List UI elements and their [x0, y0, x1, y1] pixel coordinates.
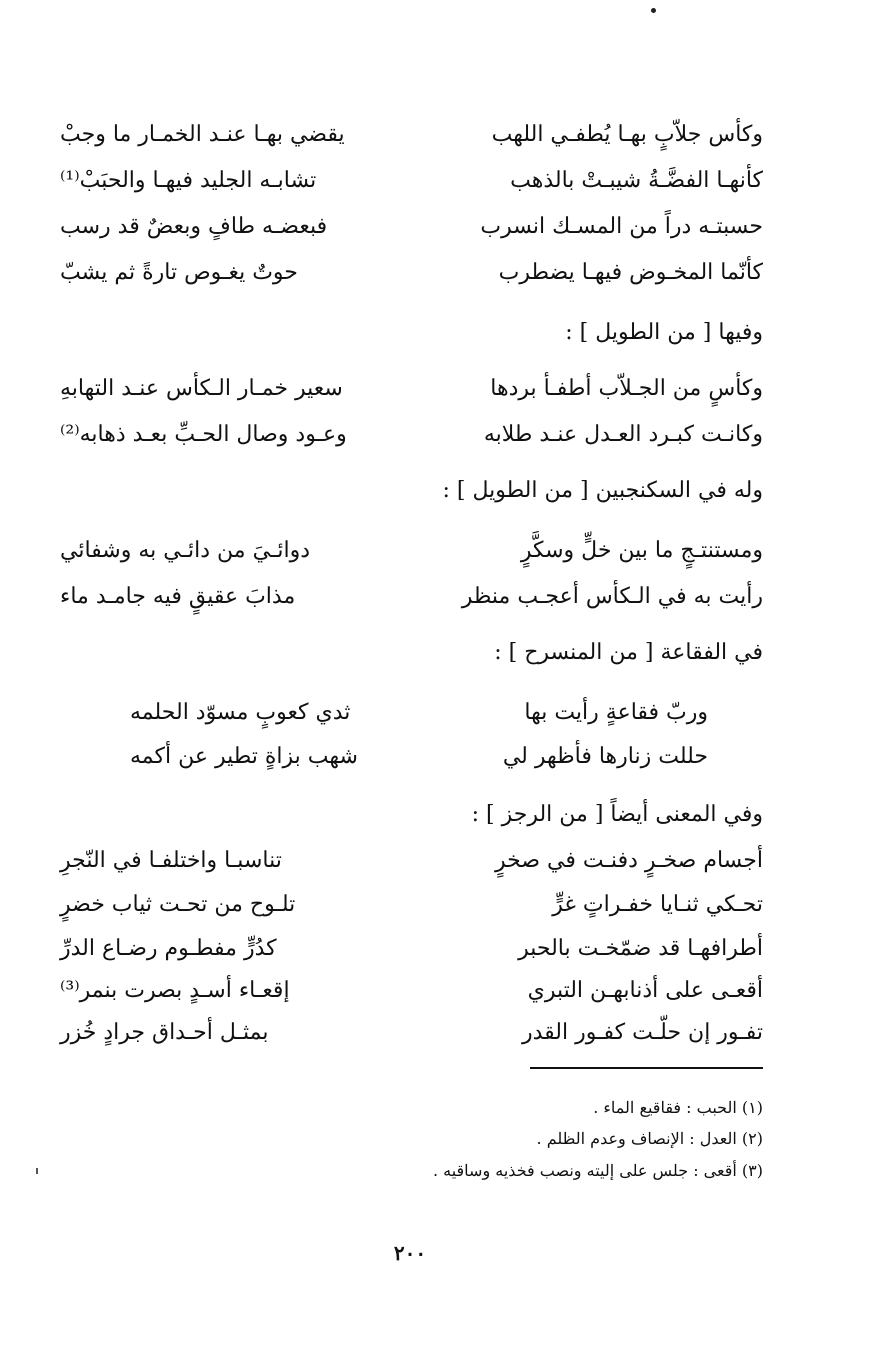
verse-first-hemistich: أجسام صخـرٍ دفنـت في صخرٍ [495, 848, 763, 873]
verse-line [60, 734, 763, 780]
verse-first-hemistich: وكأسٍ من الجـلاّب أطفـأ بردها [490, 376, 763, 401]
verse-line [60, 158, 763, 204]
verse-line [60, 1010, 763, 1056]
verse-second-hemistich: دوائـيَ من دائـي به وشفائي [60, 538, 311, 563]
verse-second-hemistich: تشابـه الجليد فيهـا والحبَبْ⁽¹⁾ [60, 168, 317, 193]
verse-first-hemistich: حللت زنارها فأظهر لي [502, 744, 708, 769]
verse-second-hemistich: سعير خمـار الـكأس عنـد التهابهِ [60, 376, 343, 401]
verse-second-hemistich: إقعـاء أسـدٍ بصرت بنمر⁽³⁾ [60, 978, 290, 1003]
verse-second-hemistich: وعـود وصال الحـبِّ بعـد ذهابه⁽²⁾ [60, 422, 347, 447]
verse-line [60, 528, 763, 574]
section-heading: وفيها [ من الطويل ] : [565, 320, 763, 345]
verse-second-hemistich: حوتٌ يغـوص تارةً ثم يشبّ [60, 260, 298, 285]
verse-first-hemistich: تفـور إن حلّـت كفـور القدر [521, 1020, 763, 1045]
verse-second-hemistich: بمثـل أحـداق جرادٍ خُزر [60, 1020, 269, 1045]
verse-second-hemistich: فبعضـه طافٍ وبعضٌ قد رسب [60, 214, 328, 239]
verse-line [60, 574, 763, 620]
verse-line [60, 204, 763, 250]
footnote: (٢) العدل : الإنصاف وعدم الظلم . [536, 1129, 763, 1148]
verse-second-hemistich: ثدي كعوبٍ مسوّد الحلمه [130, 700, 351, 725]
verse-first-hemistich: ومستنتـجٍ ما بين خلٍّ وسكَّرٍ [520, 538, 763, 563]
verse-second-hemistich: كدُرٍّ مفطـوم رضـاع الدرِّ [60, 936, 277, 961]
verse-second-hemistich: يقضي بهـا عنـد الخمـار ما وجبْ [60, 122, 345, 147]
section-heading: وله في السكنجبين [ من الطويل ] : [442, 478, 763, 503]
verse-line [60, 112, 763, 158]
verse-first-hemistich: أقعـى على أذنابهـن التبري [527, 978, 763, 1003]
verse-line [60, 412, 763, 458]
verse-first-hemistich: وكانـت كبـرد العـدل عنـد طلابه [483, 422, 763, 447]
section-heading: في الفقاعة [ من المنسرح ] : [494, 640, 763, 665]
verse-first-hemistich: وربّ فقاعةٍ رأيت بها [524, 700, 708, 725]
verse-first-hemistich: تحـكي ثنـايا خفـراتٍ غرٍّ [552, 892, 763, 917]
footnote: (٣) أقعى : جلس على إليته ونصب فخذيه وساقيه . [432, 1161, 763, 1180]
verse-line [60, 690, 763, 736]
verse-line [60, 250, 763, 296]
verse-first-hemistich: وكأس جلاّبٍ بهـا يُطفـي اللهب [491, 122, 763, 147]
verse-line [60, 838, 763, 884]
footnote-separator [530, 1067, 763, 1069]
verse-line [60, 926, 763, 972]
verse-second-hemistich: تناسبـا واختلفـا في النّجرِ [60, 848, 282, 873]
footnote: (١) الحبب : فقاقيع الماء . [593, 1098, 763, 1117]
verse-first-hemistich: كأنهـا الفضَّـةُ شيبـتْ بالذهب [510, 168, 763, 193]
verse-line [60, 882, 763, 928]
verse-line [60, 366, 763, 412]
verse-first-hemistich: أطرافهـا قد ضمّخـت بالحبر [518, 936, 763, 961]
verse-second-hemistich: تلـوح من تحـت ثياب خضرٍ [60, 892, 296, 917]
verse-second-hemistich: شهب بزاةٍ تطير عن أكمه [130, 744, 358, 769]
verse-first-hemistich: رأيت به في الـكأس أعجـب منظر [461, 584, 763, 609]
verse-first-hemistich: كأنّما المخـوض فيهـا يضطرب [498, 260, 763, 285]
page-number: ٢٠٠ [393, 1241, 427, 1265]
verse-line [60, 968, 763, 1014]
verse-second-hemistich: مذابَ عقيقٍ فيه جامـد ماء [60, 584, 296, 609]
section-heading: وفي المعنى أيضاً [ من الرجز ] : [471, 802, 763, 827]
verse-first-hemistich: حسبتـه دراً من المسـك انسرب [480, 214, 763, 239]
